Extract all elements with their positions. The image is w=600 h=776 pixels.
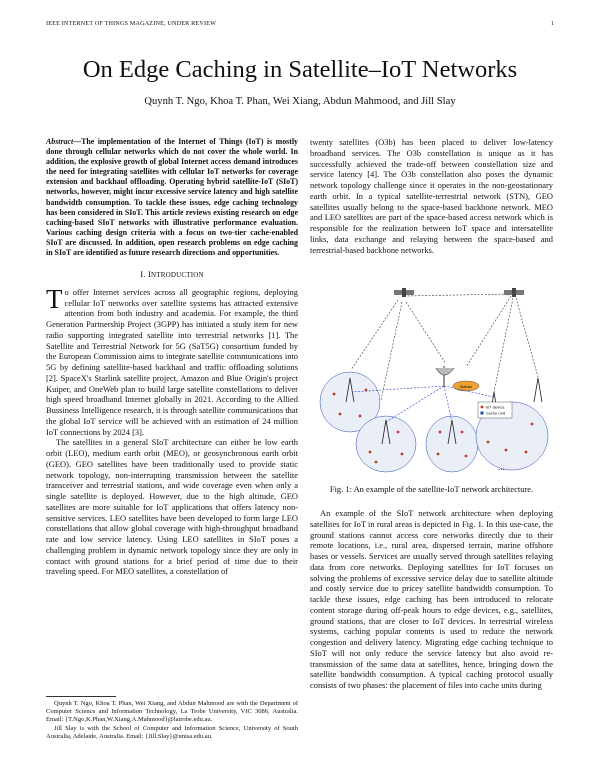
footnote-affiliation-2: Jill Slay is with the School of Computer and Information Science, University of South Australia, Adelaide, Australia. Email: {Jill.Slay}@unisa.edu.au. [46,724,298,740]
figure-caption: Fig. 1: An example of the satellite-IoT network architecture. [329,484,534,494]
intro-paragraph-1: To offer Internet services across all geographic regions, deploying cellular IoT networks over satellite systems has attracted extensive attention from both industry and academia. For example, the third Generation Partnership Project (3GPP) has initiated a study item for new radio supporting integrated satellite into terrestrial networks [1]. The Satellite and Terrestrial Network for 5G (SaT5G) consortium funded by the European Commission aims to integrate satellite communications into 5G by defining satellite-based backhaul and traffic offloading solutions [2]. SpaceX's Starlink satellite project, Amazon and Blue Origin's project Kuiper, and OneWeb plan to build large satellite constellations to deliver high speed broadband Internet globally in 2021. According to the Allied Bussiness Intelligence research, it is through satellite communications that the global IoT service will be achieved with an estimation of 24 million IoT connections by 2024 [3]. [46,283,298,437]
right-paragraph-2: An example of the SIoT network architecture when deploying satellites for IoT in rural areas is depicted in Fig. 1. In this use-case, the ground stations cannot access core networks directly due to their remote locations, i.e., rural area, dispersed terrain, marine offshore bases or vessels. Services are usually served through satellites relaying data from core networks. Deploying satellites for IoT focuses on solving the problems of excessive service delay due to satellite altitude and costly service due to pricey satellite bandwidth consumption. To tackle these issues, edge caching has been introduced to relocate content storage during off-peak hours to edge devices, e.g., satellites, ground stations, that are closer to IoT devices. In terrestrial wireless systems, caching popular contents is used to reduce the network congestion and delivery latency. Migrating edge caching technique to SIoT will not only reduce the service latency but also avoid re-transmission of the same data at satellites, hence, bringing down the satellite bandwidth consumption. A typical caching protocol usually consists of two phases: the placement of files into cache units during [310,508,553,690]
running-header [46,20,554,27]
abstract-label: Abstract [46,137,74,146]
abstract [46,137,298,258]
figure-legend [478,402,512,418]
footnote-rule [46,696,116,697]
station-label: Station [459,385,473,389]
right-column-bottom [310,508,553,691]
paper-title: On Edge Caching in Satellite–IoT Networks [82,56,518,83]
satellite-iot-figure [316,282,552,478]
legend-iot: IoT device [486,405,505,410]
right-column-top [310,137,553,255]
drop-cap: T [46,283,63,314]
legend-cache: Cache unit [486,411,506,416]
abstract-text: —The implementation of the Internet of Things (IoT) is mostly done through cellular networks which do not cover the whole world. In addition, the explosive growth of global Internet access demand introduces the need for integrating satellites with cellular IoT networks for coverage extension and backhaul offloading. Operating hybrid satellite-IoT (SIoT) networks, however, might incur excessive service latency and high satellite bandwidth consumption. To tackle these issues, edge caching technology has been considered in SIoT. This article reviews existing research on edge caching-based SIoT networks with illustrative performance evaluation. Various caching design criteria with a focus on two-tier cache-enabled SIoT are discussed. In addition, open research problems on edge caching in SIoT are identified as future research directions and opportunities. [46,137,298,258]
figure-ellipsis: ... [498,464,505,472]
author-list: Quynh T. Ngo, Khoa T. Phan, Wei Xiang, Abdun Mahmood, and Jill Slay [144,96,456,107]
journal-name: IEEE INTERNET OF THINGS MAGAZINE, UNDER REVIEW [46,20,217,27]
section-heading [46,269,298,281]
section-title: INTRODUCTION [147,269,204,280]
right-paragraph-1: twenty satellites (O3b) has been placed to deliver low-latency broadband services. The O3b constellation is unique as it has successfully achieved the trade-off between constellation size and service latency [4]. The O3b constellation also poses the dynamic network topology challenge since it operates in the non-geostationary earth orbit. In a typical satellite-terrestrial network (STN), GEO satellites usually belong to the space-based backbone network. MEO and LEO satellites are part of the space-based access network which is responsible for the realization between IoT space and intersatellite links, data exchange and relaying between the space-based and terrestrial-based backbone networks. [310,137,553,255]
footnotes [46,700,298,741]
left-column [46,137,298,577]
section-number: I. [140,269,146,280]
satellite-icon [504,288,524,297]
page-number: 1 [550,20,554,27]
intro-paragraph-2: The satellites in a general SIoT architecture can either be low earth orbit (LEO), medium earth orbit (MEO), or geosynchronous earth orbit (GEO). GEO satellites have been traditionally used to provide static network topology, non-interrupting transmission between the satellite transceiver and terrestrial stations, and wide coverage even when only a single satellite is deployed. However, due to the high altitude, GEO satellites are more suitable for IoT applications that offers latency non-sensitive services. LEO satellites have been developed to form large LEO constellations that allow global coverage with high-throughput broadband rate and low service latency. Using LEO satellites in SIoT poses a challenging problem in dynamic network topology since they are only in contact with ground stations for a brief period of time due to their traveling speed. For MEO satellites, a constellation of [46,437,298,577]
footnote-affiliation-1: Quynh T. Ngo, Khoa T. Phan, Wei Xiang, and Abdun Mahmood are with the Department of Computer Science and Information Technology, La Trobe University, VIC 3086, Australia. Email: {T.Ngo,K.Phan,W.Xiang,A.Mahmood}@latrobe.edu.au. [46,700,298,724]
coverage-cells [320,372,548,472]
